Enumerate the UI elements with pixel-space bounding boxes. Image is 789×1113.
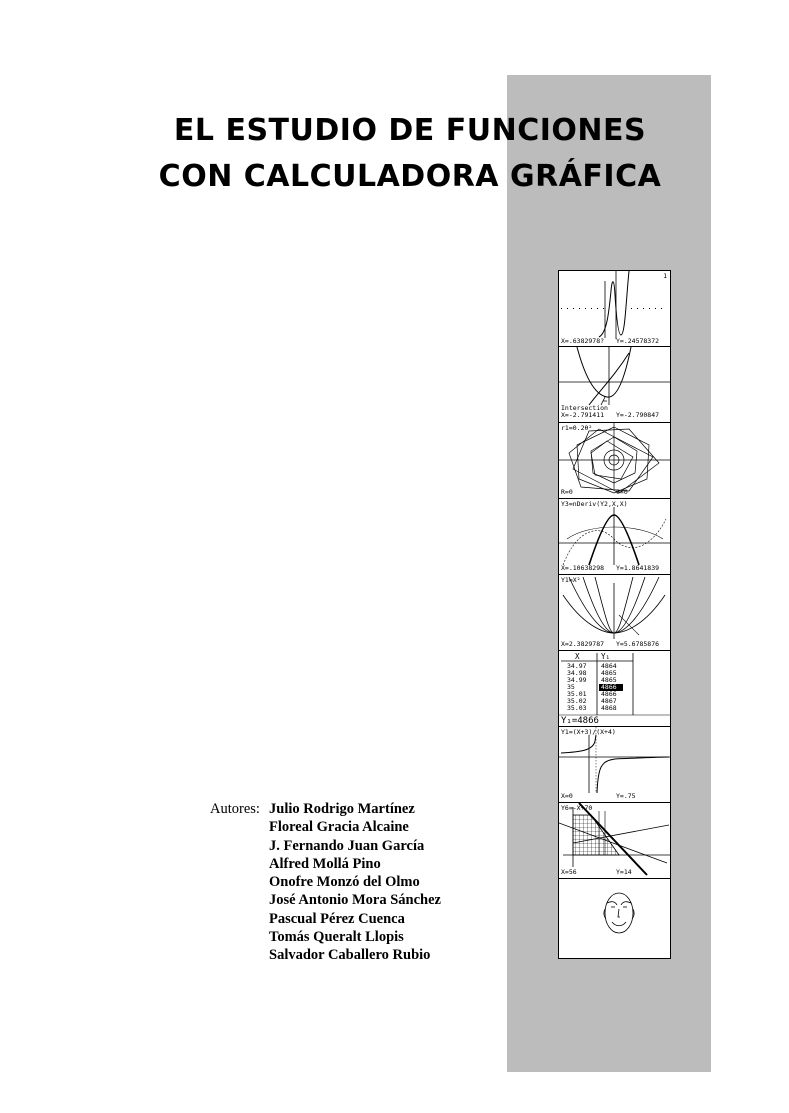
table-cell: 4867: [601, 697, 617, 705]
table-header-x: X: [575, 652, 580, 661]
author-name: José Antonio Mora Sánchez: [269, 892, 441, 909]
author-name: Alfred Mollá Pino: [269, 855, 381, 872]
calculator-screens-strip: [558, 270, 671, 959]
table-row: 35.03: [567, 704, 587, 712]
screen-derivative: [559, 499, 670, 575]
author-name: Floreal Gracia Alcaine: [269, 819, 409, 836]
authors-label: Autores:: [210, 801, 260, 817]
screen-polar: [559, 423, 670, 499]
screen-7-y-readout: Y=.75: [616, 792, 636, 800]
author-name: Tomás Queralt Llopis: [269, 929, 404, 946]
table-cell: 4865: [601, 669, 617, 677]
graph-3-plot: [559, 423, 670, 498]
screen-5-top-label: Y1=X²: [561, 576, 581, 584]
table-cell: 4868: [601, 704, 617, 712]
screen-linear-region: [559, 803, 670, 879]
author-name: Salvador Caballero Rubio: [269, 947, 431, 964]
authors-list: [210, 800, 441, 965]
graph-8-plot: [559, 803, 670, 878]
screen-8-top-label: Y6=-X+70: [561, 804, 593, 812]
graph-4-plot: [559, 499, 670, 574]
face-drawing: [559, 879, 670, 958]
screen-7-x-readout: X=0: [561, 792, 573, 800]
screen-5-y-readout: Y=5.6785876: [616, 640, 660, 648]
table-row: 35.01: [567, 690, 587, 698]
title-line-1: EL ESTUDIO DE FUNCIONES: [173, 113, 647, 148]
title-line-2: CON CALCULADORA GRÁFICA: [158, 159, 662, 194]
table-row: 35.02: [567, 697, 587, 705]
table-row: 35: [567, 683, 575, 691]
screen-4-y-readout: Y=1.8641839: [616, 564, 660, 572]
authors-block: [210, 800, 441, 965]
table-row: 34.98: [567, 669, 587, 677]
table-cell: 4865: [601, 676, 617, 684]
screen-1-y-readout: Y=.24578372: [616, 337, 660, 345]
author-name: J. Fernando Juan García: [269, 837, 425, 854]
screen-2-y-readout: Y=-2.790847: [616, 411, 660, 419]
screen-4-top-label: Y3=nDeriv(Y2,X,X): [561, 500, 628, 508]
table-cell: 4866: [601, 690, 617, 698]
author-name: Pascual Pérez Cuenca: [269, 910, 405, 927]
screen-table: [559, 651, 670, 727]
screen-intersection: [559, 347, 670, 423]
screen-2-x-readout: X=-2.791411: [561, 411, 605, 419]
screen-face: [559, 879, 670, 958]
screen-2-label: Intersection: [561, 404, 608, 412]
graph-5-plot: [559, 575, 670, 650]
screen-3-theta-readout: θ=0: [616, 488, 628, 496]
screen-7-top-label: Y1=(X+3)/(X+4): [561, 728, 616, 736]
table-cell-selected: 4866: [601, 683, 617, 691]
table-header-y1: Y₁: [601, 652, 611, 661]
author-name: Onofre Monzó del Olmo: [269, 874, 420, 891]
screen-parabolas: [559, 575, 670, 651]
table-cell: 4864: [601, 662, 617, 670]
screen-8-y-readout: Y=14: [616, 868, 632, 876]
graph-7-plot: [559, 727, 670, 802]
document-title: [100, 108, 720, 200]
screen-3-r-readout: R=0: [561, 488, 573, 496]
screen-rational: [559, 727, 670, 803]
graph-1-plot: [559, 271, 670, 346]
screen-5-x-readout: X=2.3829787: [561, 640, 605, 648]
screen-3-top-label: r1=0.2θ²: [561, 424, 593, 432]
screen-graph-1: [559, 271, 670, 347]
table-row: 34.99: [567, 676, 587, 684]
screen-4-x-readout: X=.10638298: [561, 564, 605, 572]
table-row: 34.97: [567, 662, 587, 670]
screen-1-corner: 1: [663, 272, 667, 280]
screen-1-x-readout: X=.6382978?: [561, 337, 605, 345]
table-footer: Y₁=4866: [561, 716, 599, 726]
screen-8-x-readout: X=56: [561, 868, 577, 876]
author-name: Julio Rodrigo Martínez: [269, 801, 415, 817]
